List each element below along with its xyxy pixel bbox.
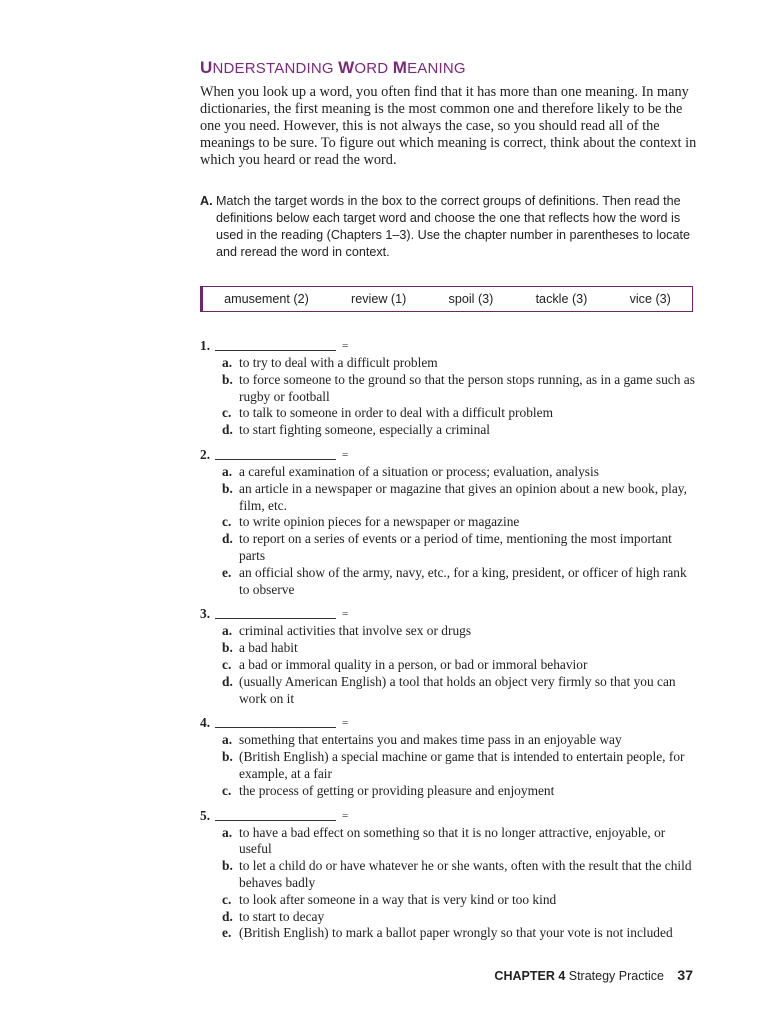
equals-sign: = [342,340,349,352]
definition-text: to start to decay [239,908,325,924]
item-header [200,447,700,464]
equals-sign: = [342,608,349,621]
exercise-instruction-text: Match the target words in the box to the correct groups of definitions. Then read the definitions below each target word and choose the one that reflects how the word is used in the reading (Chapters 1–3). Use the chapter number in parentheses to locate and reread the word in context. [216,194,690,259]
definition-text: a careful examination of a situation or process; evaluation, analysis [239,463,599,479]
definition [222,749,700,783]
answer-blank[interactable] [215,820,336,821]
definition [222,565,700,599]
definition-letter: c. [222,514,232,530]
definition-text: a bad or immoral quality in a person, or bad or immoral behavior [239,656,588,672]
definition [222,783,700,800]
definition-text: to look after someone in a way that is very kind or too kind [239,891,557,907]
exercise-instructions [200,193,695,261]
definition-text: the process of getting or providing pleasure and enjoyment [239,782,555,798]
target-word: review (1) [351,292,407,306]
definition-letter: c. [222,405,232,421]
definition-text: to force someone to the ground so that the person stops running, as in a game such as rugby or football [239,371,695,404]
definition-letter: a. [222,732,233,748]
definition [222,372,700,406]
definition-text: to let a child do or have whatever he or she wants, often with the result that the child behaves badly [239,858,692,890]
definition [222,657,700,674]
definition-letter: b. [222,640,233,656]
definition-text: criminal activities that involve sex or drugs [239,623,472,639]
definition-text: an article in a newspaper or magazine that gives an opinion about a new book, play, film, etc. [239,480,687,513]
page-footer [494,967,693,983]
definition-letter: a. [222,623,233,639]
definition [222,623,700,640]
exercise-item [200,606,700,707]
definition [222,909,700,926]
definition-letter: a. [222,824,233,840]
target-word: spoil (3) [448,292,494,306]
definition-letter: b. [222,858,233,874]
definition [222,405,700,422]
definition [222,531,700,565]
footer-label: Strategy Practice [568,969,664,983]
definition-letter: b. [222,480,233,496]
equals-sign: = [342,809,349,822]
item-number: 1. [200,338,211,353]
equals-sign: = [342,448,349,461]
definition [222,925,700,942]
definition-letter: d. [222,673,233,689]
item-header [200,606,700,623]
definition-letter: b. [222,749,233,765]
definition [222,674,700,708]
section-title [200,58,466,78]
page-number: 37 [677,967,693,983]
footer-chapter: CHAPTER 4 [494,969,566,983]
answer-blank[interactable] [215,618,336,619]
title-part-ord: ORD [354,60,393,77]
definition [222,640,700,657]
item-number: 5. [200,807,211,823]
target-word: tackle (3) [535,292,588,306]
definition-letter: d. [222,422,233,438]
definition-letter: d. [222,908,233,924]
exercise-label: A. [200,194,213,208]
definition [222,858,700,892]
item-header [200,808,700,825]
definition-letter: c. [222,656,232,672]
definition [222,355,700,372]
answer-blank[interactable] [215,459,336,460]
definition [222,464,700,481]
item-number: 2. [200,446,211,462]
definition-items [200,338,700,950]
definition-letter: d. [222,531,233,547]
definition [222,514,700,531]
definition-letter: c. [222,782,232,798]
exercise-item [200,447,700,598]
item-header [200,338,700,355]
definition-text: an official show of the army, navy, etc., for a king, president, or officer of high rank to observe [239,564,687,597]
exercise-item [200,715,700,799]
definition-letter: a. [222,355,233,370]
definition-text: (British English) to mark a ballot paper wrongly so that your vote is not included [239,925,673,941]
answer-blank[interactable] [215,727,336,728]
title-initial-m: M [392,58,408,77]
title-initial-u: U [200,58,213,77]
target-word-box [200,286,693,312]
definition [222,422,700,439]
target-word: amusement (2) [224,292,309,306]
intro-paragraph: When you look up a word, you often find that it has more than one meaning. In many dictionaries, the first meaning is the most common one and therefore likely to be the one you need. However, this is not always the case, so you should read all of the meanings to be sure. To figure out which meaning is correct, think about the context in which you heard or read the word. [200,84,697,168]
title-part-eaning: EANING [407,60,466,77]
definition-letter: b. [222,371,233,387]
title-initial-w: W [338,58,355,77]
item-header [200,715,700,732]
answer-blank[interactable] [215,350,336,351]
exercise-item [200,808,700,943]
definition-text: something that entertains you and makes time pass in an enjoyable way [239,732,622,748]
target-word: vice (3) [629,292,671,306]
item-number: 4. [200,715,211,731]
definition-letter: e. [222,925,232,941]
definition-text: to talk to someone in order to deal with a difficult problem [239,405,553,421]
definition-letter: e. [222,564,232,580]
definition [222,892,700,909]
definition-letter: a. [222,463,233,479]
definition-text: (British English) a special machine or game that is intended to entertain people, for example, at a fair [239,749,685,781]
definition-text: to report on a series of events or a period of time, mentioning the most important parts [239,531,672,563]
definition-text: a bad habit [239,640,298,656]
definition [222,825,700,859]
title-part-nderstanding: NDERSTANDING [212,60,339,77]
equals-sign: = [342,717,349,730]
definition [222,732,700,749]
definition-letter: c. [222,891,232,907]
exercise-item [200,338,700,439]
definition-text: (usually American English) a tool that holds an object very firmly so that you can work on it [239,673,676,706]
definition-text: to write opinion pieces for a newspaper or magazine [239,514,520,530]
definition-text: to have a bad effect on something so that it is no longer attractive, enjoyable, or useful [239,824,666,857]
definition [222,481,700,515]
definition-text: to try to deal with a difficult problem [239,355,438,370]
definition-text: to start fighting someone, especially a criminal [239,422,491,438]
item-number: 3. [200,606,211,622]
